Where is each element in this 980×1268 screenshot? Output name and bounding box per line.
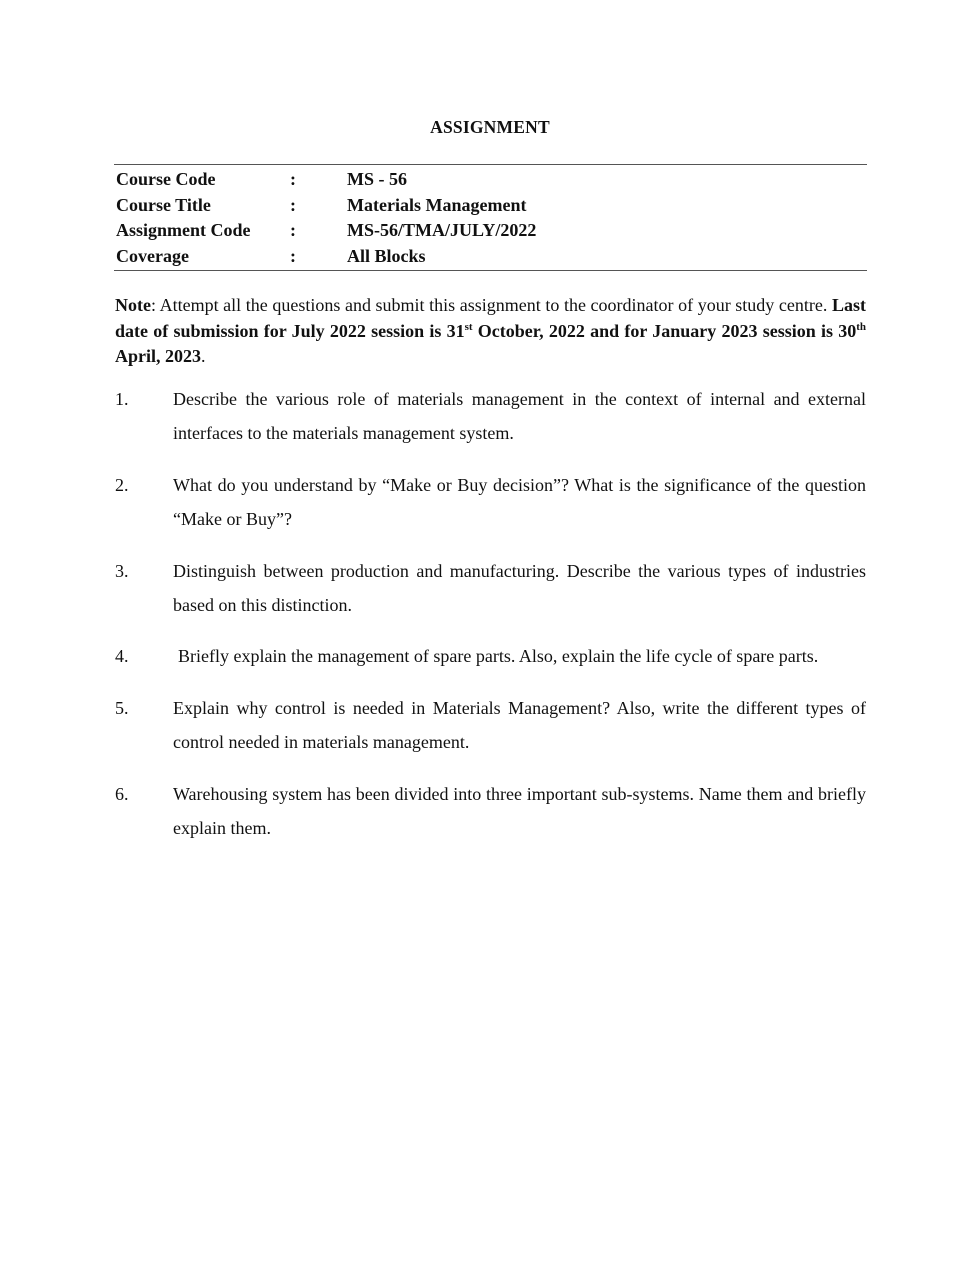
coverage-label: Coverage xyxy=(116,245,189,266)
question-number: 2. xyxy=(115,475,129,495)
question-text: Briefly explain the management of spare parts. Also, explain the life cycle of spare parts. xyxy=(178,646,819,666)
course-code-label: Course Code xyxy=(116,169,216,190)
question-text: Explain why control is needed in Materials Management? Also, write the different types of control needed in materials management. xyxy=(173,698,866,752)
question-number: 1. xyxy=(115,389,129,409)
course-code-value: MS - 56 xyxy=(347,169,407,190)
deadline-superscript-1: st xyxy=(464,320,473,333)
coverage-row xyxy=(114,244,867,270)
question-text: What do you understand by “Make or Buy decision”? What is the significance of the question “Make or Buy”? xyxy=(173,475,866,529)
assignment-code-value: MS-56/TMA/JULY/2022 xyxy=(347,220,537,241)
coverage-separator: : xyxy=(290,245,296,266)
question-4 xyxy=(115,639,866,673)
question-5 xyxy=(115,691,866,759)
question-1 xyxy=(115,382,866,450)
question-number: 5. xyxy=(115,698,129,718)
question-number: 6. xyxy=(115,784,129,804)
document-title: ASSIGNMENT xyxy=(430,117,550,137)
deadline-part-3: April, 2023 xyxy=(115,346,202,366)
coverage-value: All Blocks xyxy=(347,245,426,266)
question-3 xyxy=(115,554,866,622)
course-title-separator: : xyxy=(290,194,296,215)
course-code-separator: : xyxy=(290,169,296,190)
note-end: . xyxy=(201,346,206,366)
assignment-code-separator: : xyxy=(290,220,296,241)
question-text: Describe the various role of materials management in the context of internal and external interfaces to the materials management system. xyxy=(173,389,866,443)
submission-note xyxy=(115,293,866,370)
question-number: 4. xyxy=(115,646,129,666)
question-text: Warehousing system has been divided into three important sub-systems. Name them and briefly explain them. xyxy=(173,784,866,838)
deadline-part-1: Last date of submission for July 2022 session is 31 xyxy=(115,295,866,341)
deadline-part-2: October, 2022 and for January 2023 session is 30 xyxy=(472,320,857,341)
note-label: Note xyxy=(115,295,151,315)
note-text: : Attempt all the questions and submit this assignment to the coordinator of your study centre. xyxy=(150,295,832,315)
question-number: 3. xyxy=(115,561,129,581)
question-text: Distinguish between production and manufacturing. Describe the various types of industries based on this distinction. xyxy=(173,561,866,615)
course-title-label: Course Title xyxy=(116,194,211,215)
deadline-superscript-2: th xyxy=(856,320,866,333)
assignment-code-label: Assignment Code xyxy=(116,220,251,241)
course-title-value: Materials Management xyxy=(347,194,527,215)
question-2 xyxy=(115,468,866,536)
course-info-table xyxy=(114,164,867,271)
course-code-row xyxy=(114,167,867,193)
question-6 xyxy=(115,777,866,845)
assignment-code-row xyxy=(114,218,867,244)
course-title-row xyxy=(114,193,867,219)
